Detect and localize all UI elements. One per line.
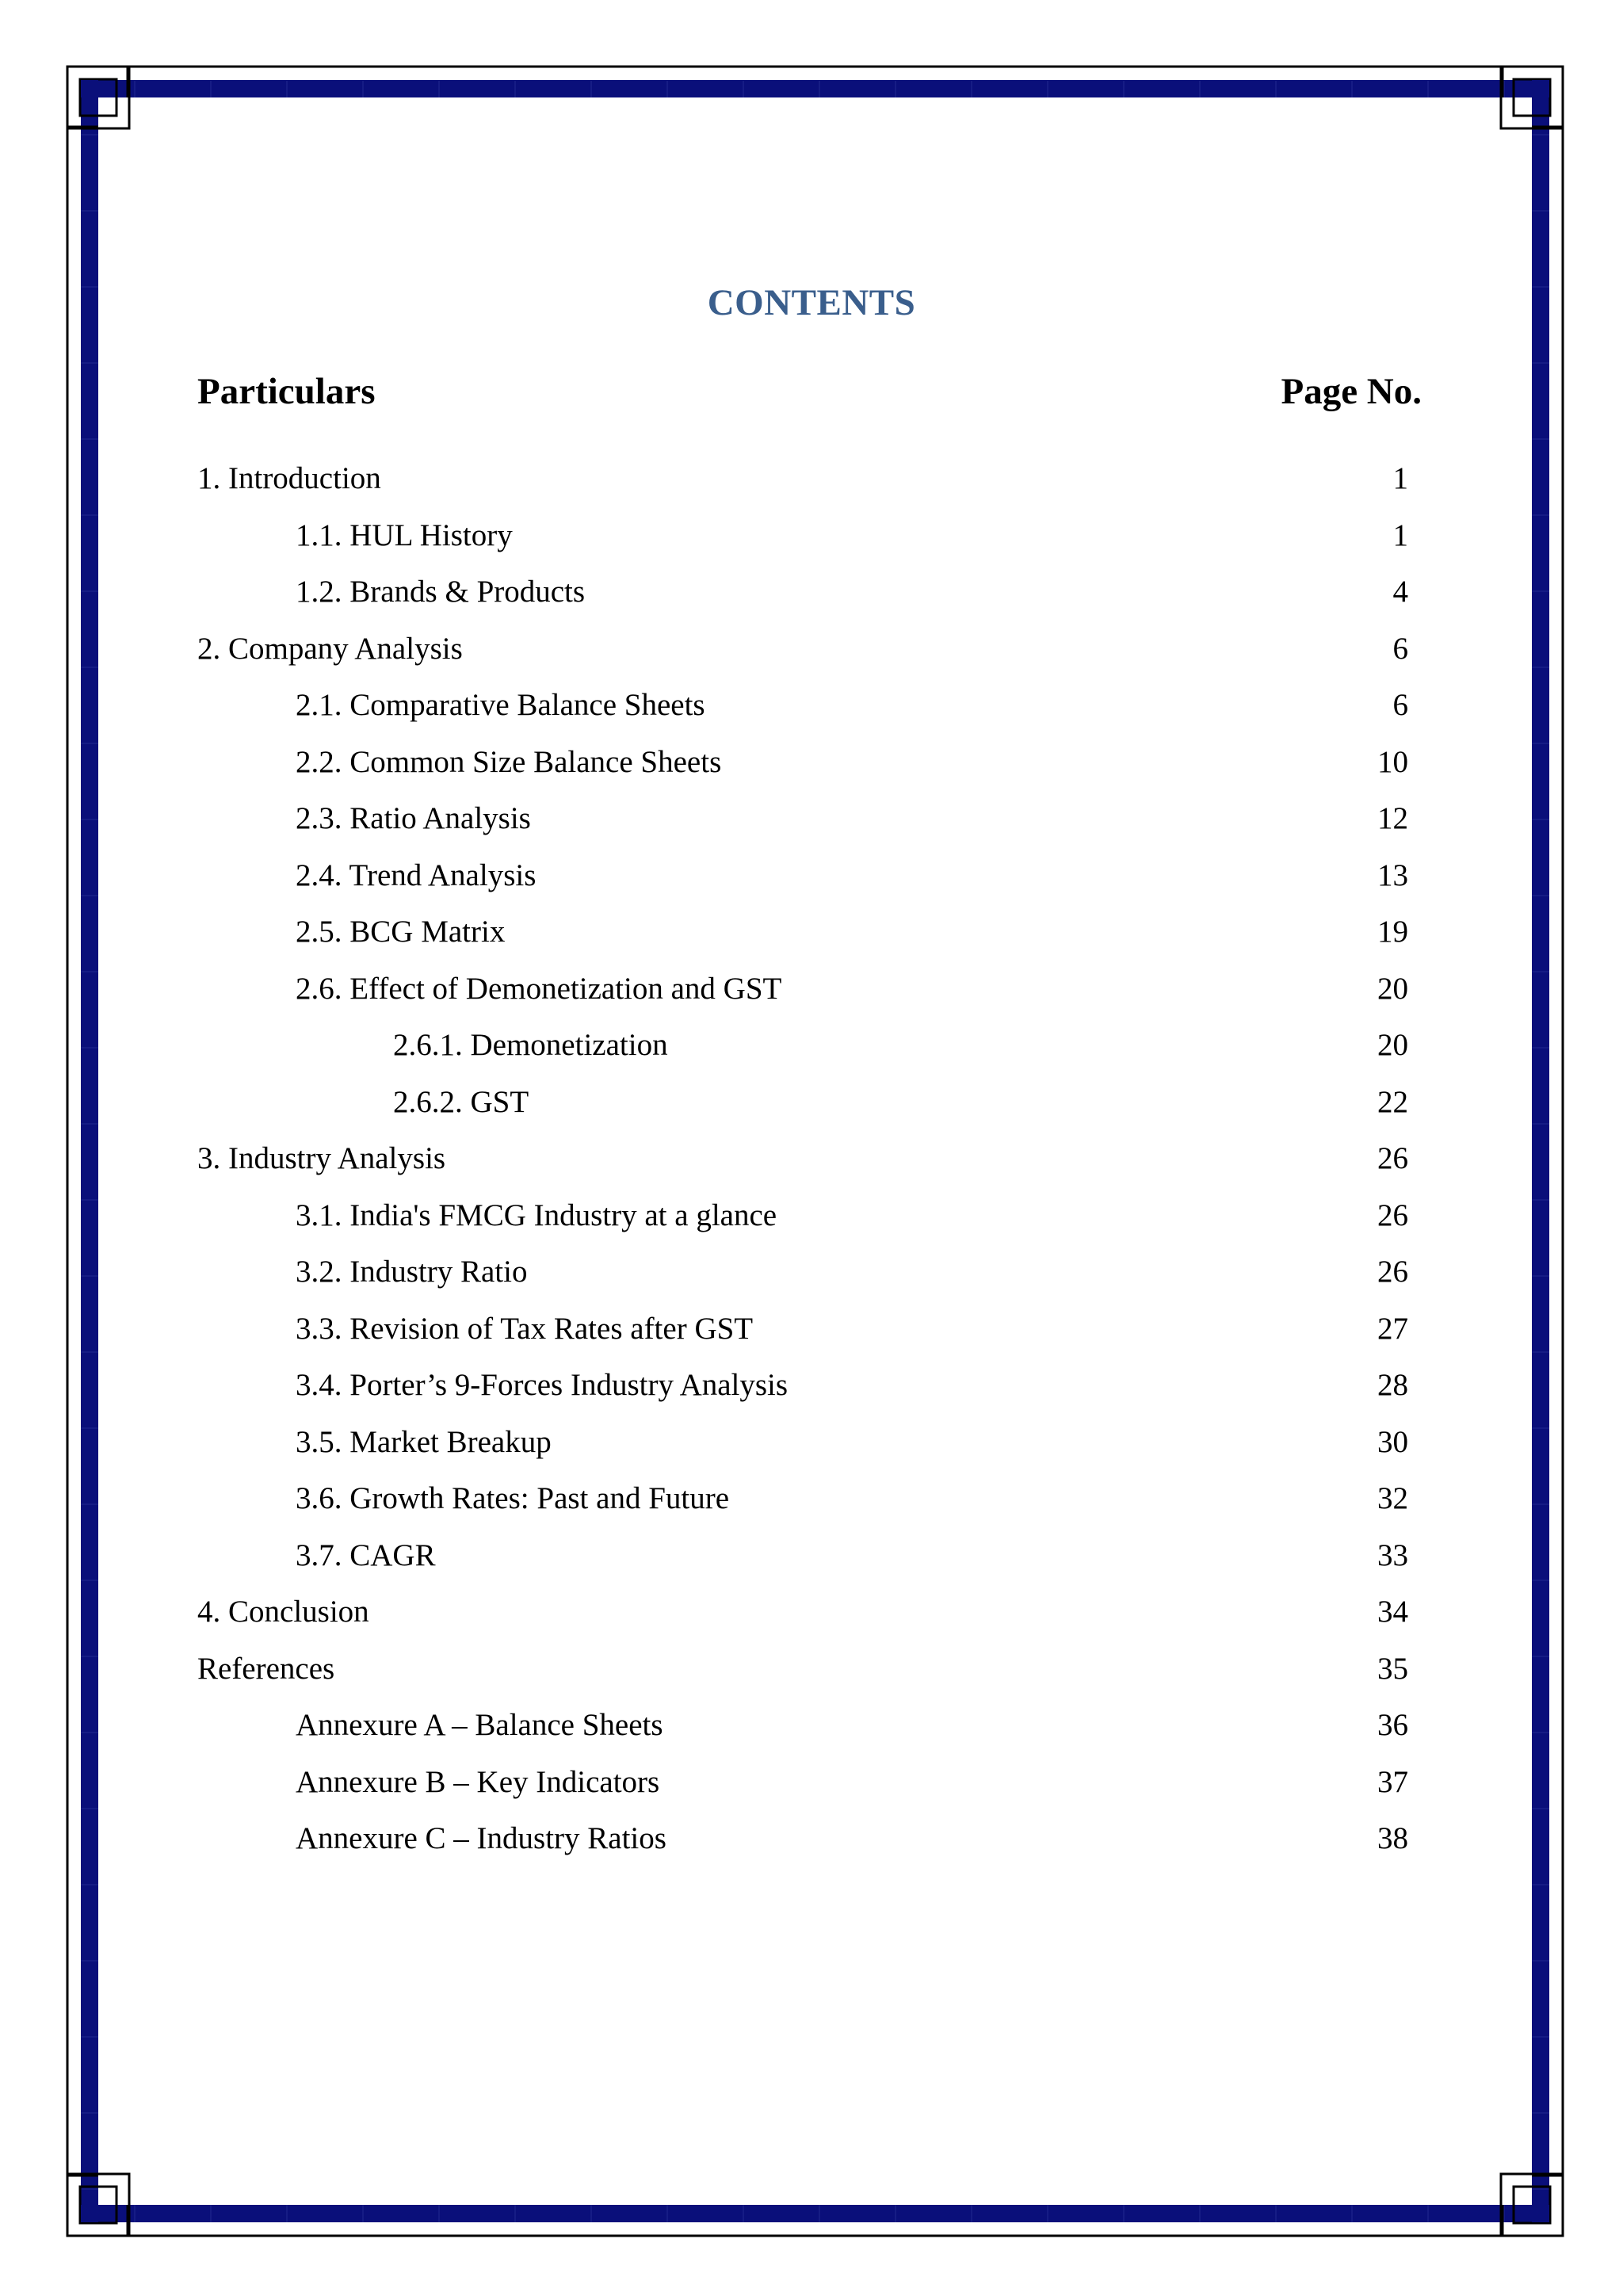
toc-entry xyxy=(0,739,1623,797)
toc-entry-label: 2.6. Effect of Demonetization and GST xyxy=(296,971,782,1006)
page-title: CONTENTS xyxy=(707,282,916,323)
toc-entry-label: 2. Company Analysis xyxy=(197,631,463,666)
toc-entry-label: 2.6.1. Demonetization xyxy=(393,1028,668,1062)
toc-entry xyxy=(0,1136,1623,1193)
toc-entry-page-number: 37 xyxy=(1377,1764,1408,1799)
toc-entry-page-number: 26 xyxy=(1377,1198,1408,1232)
toc-entry-label: 1.2. Brands & Products xyxy=(296,575,586,609)
toc-entry-page-number: 33 xyxy=(1377,1538,1408,1572)
toc-entry-page-number: 38 xyxy=(1377,1821,1408,1855)
toc-entry-page-number: 4 xyxy=(1392,575,1408,609)
toc-entry-page-number: 6 xyxy=(1392,631,1408,666)
toc-entry-label: 3.4. Porter’s 9-Forces Industry Analysis xyxy=(296,1368,789,1402)
toc-entry xyxy=(0,456,1623,513)
toc-entry-page-number: 30 xyxy=(1377,1424,1408,1459)
toc-entry-label: References xyxy=(197,1651,335,1686)
toc-entry-page-number: 6 xyxy=(1392,688,1408,722)
toc-entry-label: 3.2. Industry Ratio xyxy=(296,1255,528,1289)
toc-entry-label: Annexure B – Key Indicators xyxy=(296,1764,660,1799)
toc-entry-label: 2.3. Ratio Analysis xyxy=(296,801,531,835)
toc-entry xyxy=(0,1419,1623,1477)
toc-entry xyxy=(0,1816,1623,1873)
toc-entry xyxy=(0,626,1623,683)
toc-entry xyxy=(0,513,1623,570)
toc-entry-label: 3.5. Market Breakup xyxy=(296,1424,552,1459)
toc-entry xyxy=(0,1476,1623,1533)
toc-entry xyxy=(0,1759,1623,1817)
toc-entry xyxy=(0,1589,1623,1646)
toc-entry xyxy=(0,853,1623,910)
toc-entry-page-number: 10 xyxy=(1377,744,1408,779)
toc-entry-page-number: 26 xyxy=(1377,1255,1408,1289)
toc-entry-page-number: 35 xyxy=(1377,1651,1408,1686)
toc-entry-page-number: 27 xyxy=(1377,1311,1408,1346)
toc-entry-page-number: 12 xyxy=(1377,801,1408,835)
toc-entry-label: 2.4. Trend Analysis xyxy=(296,858,537,892)
toc-entry xyxy=(0,1362,1623,1419)
toc-entry xyxy=(0,569,1623,626)
toc-entry-label: 3.7. CAGR xyxy=(296,1538,436,1572)
toc-entry-label: 3.1. India's FMCG Industry at a glance xyxy=(296,1198,777,1232)
toc-entry-page-number: 1 xyxy=(1392,518,1408,552)
page-no-heading: Page No. xyxy=(1281,371,1422,412)
table-of-contents xyxy=(0,456,1623,1873)
toc-entry-label: Annexure C – Industry Ratios xyxy=(296,1821,666,1855)
toc-entry-page-number: 36 xyxy=(1377,1708,1408,1742)
toc-entry-page-number: 20 xyxy=(1377,1028,1408,1062)
toc-entry xyxy=(0,1193,1623,1250)
toc-entry-label: 2.2. Common Size Balance Sheets xyxy=(296,744,722,779)
toc-entry-label: 2.1. Comparative Balance Sheets xyxy=(296,688,705,722)
toc-entry-label: 1. Introduction xyxy=(197,461,381,495)
toc-entry xyxy=(0,1702,1623,1759)
toc-entry-page-number: 1 xyxy=(1392,461,1408,495)
toc-entry xyxy=(0,1646,1623,1703)
toc-entry-label: Annexure A – Balance Sheets xyxy=(296,1708,663,1742)
toc-entry-label: 2.5. BCG Matrix xyxy=(296,915,506,949)
toc-entry xyxy=(0,1249,1623,1306)
toc-entry-page-number: 28 xyxy=(1377,1368,1408,1402)
toc-entry xyxy=(0,796,1623,853)
toc-entry xyxy=(0,1022,1623,1079)
toc-entry xyxy=(0,1306,1623,1363)
toc-entry-page-number: 13 xyxy=(1377,858,1408,892)
toc-entry xyxy=(0,1079,1623,1137)
toc-entry xyxy=(0,909,1623,966)
toc-entry-page-number: 32 xyxy=(1377,1481,1408,1515)
toc-entry xyxy=(0,1533,1623,1590)
toc-entry-page-number: 34 xyxy=(1377,1595,1408,1629)
toc-entry-page-number: 26 xyxy=(1377,1141,1408,1175)
toc-entry-label: 3.6. Growth Rates: Past and Future xyxy=(296,1481,730,1515)
toc-entry-label: 3.3. Revision of Tax Rates after GST xyxy=(296,1311,754,1346)
toc-entry-label: 3. Industry Analysis xyxy=(197,1141,446,1175)
toc-entry xyxy=(0,682,1623,739)
toc-entry xyxy=(0,966,1623,1023)
toc-entry-page-number: 19 xyxy=(1377,915,1408,949)
toc-entry-label: 2.6.2. GST xyxy=(393,1084,529,1119)
toc-entry-label: 1.1. HUL History xyxy=(296,518,513,552)
toc-entry-page-number: 22 xyxy=(1377,1084,1408,1119)
toc-entry-page-number: 20 xyxy=(1377,971,1408,1006)
toc-entry-label: 4. Conclusion xyxy=(197,1595,369,1629)
particulars-heading: Particulars xyxy=(197,371,376,412)
